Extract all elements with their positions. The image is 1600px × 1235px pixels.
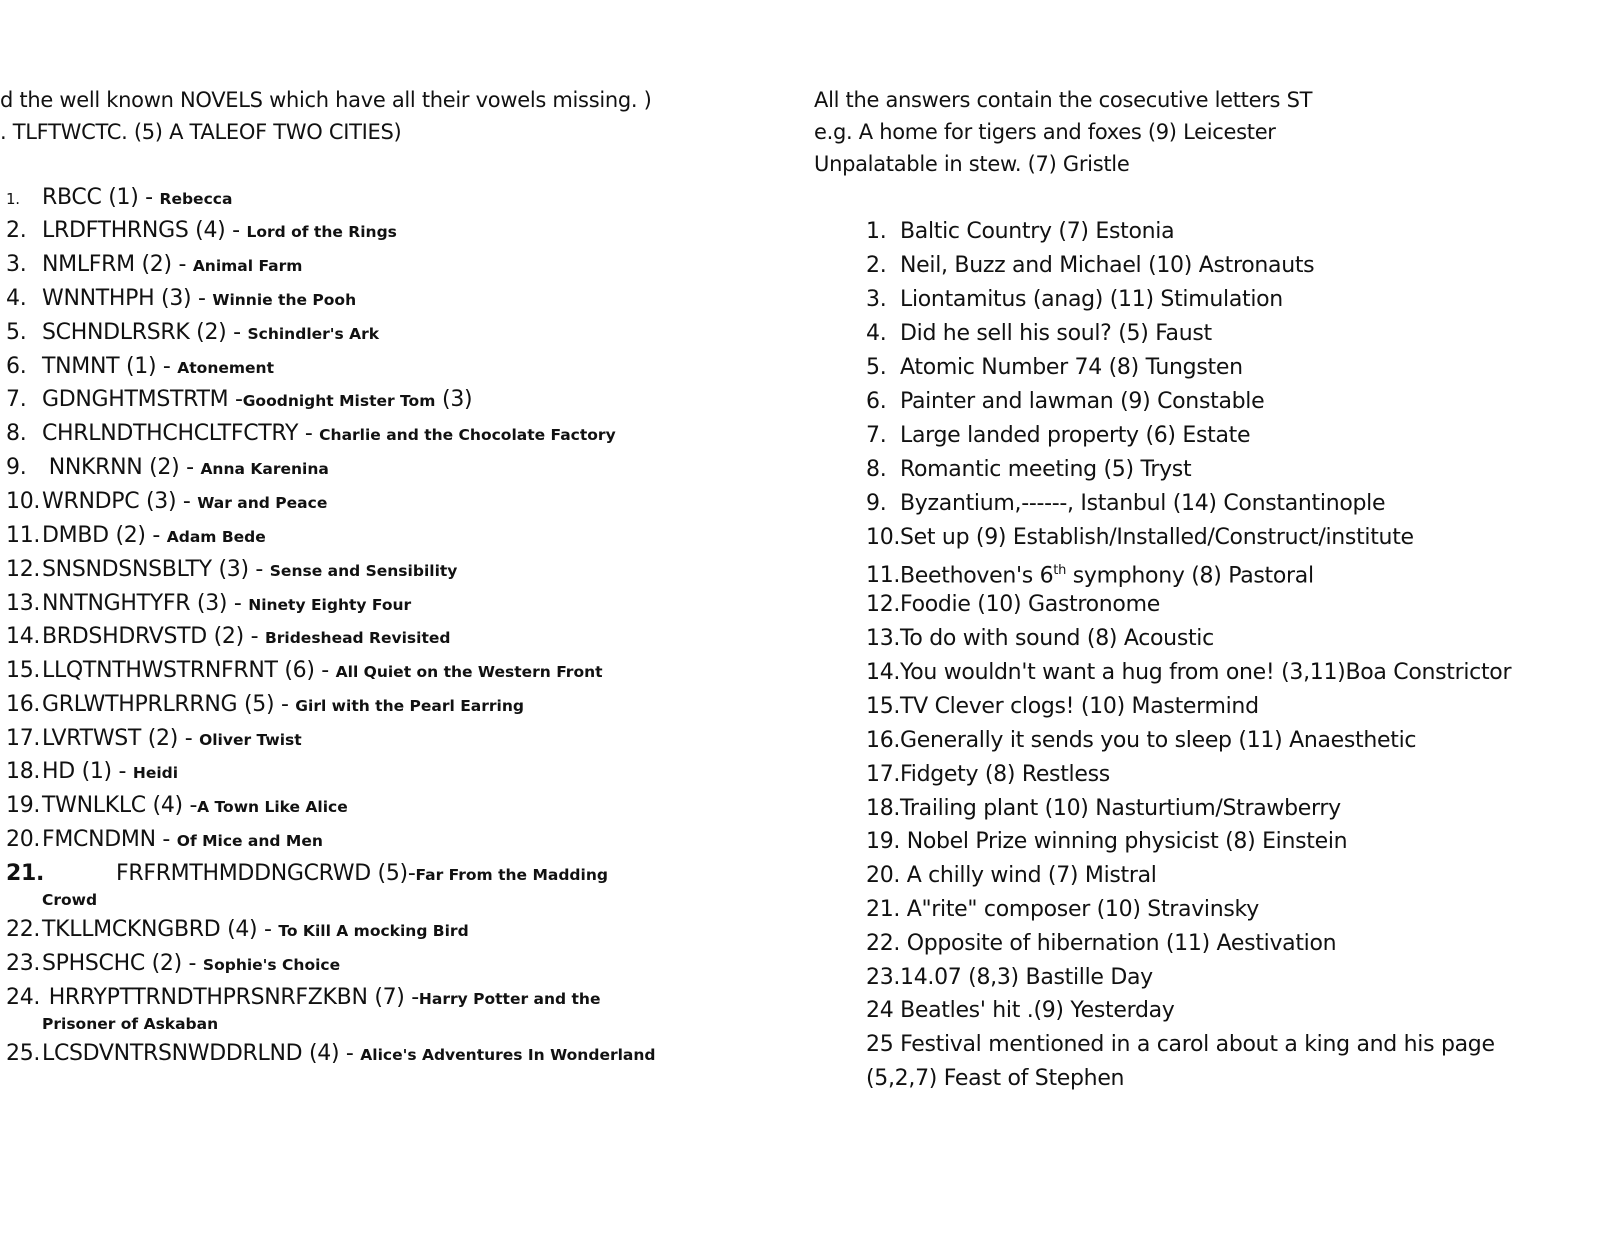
item-number: 12. (866, 592, 901, 617)
novel-clue: WRNDPC (3) - (42, 489, 191, 514)
item-number: 8. (866, 457, 887, 482)
st-clue-answer: TV Clever clogs! (10) Mastermind (900, 694, 1259, 719)
novel-item (6, 251, 302, 280)
st-item (866, 625, 1214, 653)
st-item (866, 659, 1511, 687)
novel-clue: BRDSHDRVSTD (2) - (42, 624, 259, 649)
item-number: 13. (866, 626, 901, 651)
novel-answer: Ninety Eighty Four (248, 596, 412, 614)
novel-clue: WNNTHPH (3) - (42, 286, 206, 311)
left-intro: d the well known NOVELS which have all their vowels missing. ) (0, 88, 652, 112)
st-item (866, 388, 1264, 416)
novel-item (6, 916, 469, 945)
st-clue-answer: Opposite of hibernation (11) Aestivation (900, 931, 1337, 956)
novel-answer: Alice's Adventures In Wonderland (360, 1046, 656, 1064)
novel-answer: Schindler's Ark (247, 325, 380, 343)
item-number: 21. (6, 861, 45, 886)
st-clue-answer: Liontamitus (anag) (11) Stimulation (900, 287, 1283, 312)
st-clue-answer: Trailing plant (10) Nasturtium/Strawberry (900, 796, 1341, 821)
novel-clue: LCSDVNTRSNWDDRLND (4) - (42, 1041, 354, 1066)
item-number: 11. (866, 563, 901, 589)
novel-item (6, 184, 232, 213)
novel-clue: LVRTWST (2) - (42, 726, 193, 751)
novel-item (6, 454, 329, 483)
item-number: 6. (6, 354, 27, 379)
item-number: 23. (6, 951, 41, 976)
novel-clue: GDNGHTMSTRTM - (42, 387, 243, 412)
novel-answer: Brideshead Revisited (264, 629, 451, 647)
st-item (866, 456, 1191, 484)
st-clue-answer: Beatles' hit .(9) Yesterday (893, 998, 1175, 1023)
right-intro: All the answers contain the cosecutive letters ST (814, 88, 1313, 112)
item-number: 18. (6, 759, 41, 784)
novel-letter-count: (3) (435, 387, 473, 412)
item-number: 17. (866, 762, 901, 787)
novel-clue: SPHSCHC (2) - (42, 951, 197, 976)
novel-answer: Girl with the Pearl Earring (295, 697, 524, 715)
st-clue-answer: (5,2,7) Feast of Stephen (866, 1066, 1125, 1091)
item-number: 13. (6, 591, 41, 616)
novel-answer: Heidi (132, 764, 179, 782)
item-number: 5. (6, 320, 27, 345)
st-item (866, 490, 1385, 518)
st-item (866, 557, 1314, 590)
st-item (866, 422, 1250, 450)
novel-answer: Harry Potter and the (418, 990, 601, 1008)
st-item (866, 997, 1175, 1025)
novel-item (6, 217, 397, 246)
st-item (866, 524, 1414, 552)
novel-answer: Oliver Twist (199, 731, 302, 749)
st-clue-answer: A"rite" composer (10) Stravinsky (900, 897, 1259, 922)
novel-item (6, 1040, 656, 1069)
novel-clue: RBCC (1) - (42, 185, 153, 210)
novel-item (6, 657, 603, 686)
item-number: 15. (866, 694, 901, 719)
item-number: 7. (866, 423, 887, 448)
novel-clue: CHRLNDTHCHCLTFCTRY - (42, 421, 313, 446)
novel-item (6, 623, 450, 652)
left-example: . TLFTWCTC. (5) A TALEOF TWO CITIES) (0, 120, 402, 144)
item-number: 4. (6, 286, 27, 311)
novel-answer-continued: Prisoner of Askaban (42, 1015, 219, 1033)
novel-answer: War and Peace (197, 494, 328, 512)
item-number: 2. (866, 253, 887, 278)
item-number: 24 (866, 998, 894, 1023)
novel-clue: LLQTNTHWSTRNFRNT (6) - (42, 658, 329, 683)
novel-clue: NMLFRM (2) - (42, 252, 187, 277)
novel-clue: HRRYPTTRNDTHPRSNRFZKBN (7) - (42, 985, 419, 1010)
novel-item (6, 725, 302, 754)
st-clue-answer: Neil, Buzz and Michael (10) Astronauts (900, 253, 1315, 278)
novel-answer: All Quiet on the Western Front (335, 663, 603, 681)
st-clue-answer: Nobel Prize winning physicist (8) Einstein (900, 829, 1348, 854)
novel-answer: Goodnight Mister Tom (242, 392, 436, 410)
novel-clue: NNKRNN (2) - (42, 455, 194, 480)
novel-item (6, 860, 608, 889)
novel-clue: SNSNDSNSBLTY (3) - (42, 557, 264, 582)
item-number: 8. (6, 421, 27, 446)
item-number: 19. (6, 793, 41, 818)
novel-item (6, 285, 356, 314)
st-clue-answer: symphony (8) Pastoral (1066, 563, 1314, 589)
novel-answer: Of Mice and Men (176, 832, 323, 850)
right-example-2: Unpalatable in stew. (7) Gristle (814, 152, 1130, 176)
item-number: 3. (866, 287, 887, 312)
item-number: 2. (6, 218, 27, 243)
item-number: 20. (6, 827, 41, 852)
st-clue-answer: Baltic Country (7) Estonia (900, 219, 1175, 244)
item-number: 1. (6, 190, 20, 208)
item-number: 25. (6, 1041, 41, 1066)
st-clue-answer: Romantic meeting (5) Tryst (900, 457, 1192, 482)
item-number: 25 (866, 1032, 894, 1057)
novel-item (6, 556, 457, 585)
st-item (866, 320, 1212, 348)
item-number: 20. (866, 863, 901, 888)
item-number: 1. (866, 219, 887, 244)
novel-answer: To Kill A mocking Bird (278, 922, 469, 940)
novel-item (6, 984, 600, 1013)
st-item (866, 828, 1347, 856)
novel-clue: TWNLKLC (4) - (42, 793, 198, 818)
st-clue-answer: Festival mentioned in a carol about a king and his page (893, 1032, 1495, 1057)
st-item (866, 761, 1110, 789)
novel-clue: HD (1) - (42, 759, 127, 784)
item-number: 9. (866, 491, 887, 516)
item-number: 15. (6, 658, 41, 683)
item-number: 11. (6, 523, 41, 548)
st-clue-answer: Fidgety (8) Restless (900, 762, 1110, 787)
novel-clue: DMBD (2) - (42, 523, 161, 548)
item-number: 6. (866, 389, 887, 414)
novel-item (6, 950, 340, 979)
novel-item (6, 522, 266, 551)
novel-item (6, 792, 348, 821)
st-clue-answer: Foodie (10) Gastronome (900, 592, 1160, 617)
st-item (866, 896, 1259, 924)
novel-item (6, 386, 472, 415)
st-clue-answer: 14.07 (8,3) Bastille Day (900, 965, 1153, 990)
st-clue-answer: Byzantium,------, Istanbul (14) Constantinople (900, 491, 1386, 516)
novel-item (6, 319, 379, 348)
st-item (866, 930, 1336, 958)
st-item (866, 693, 1259, 721)
novel-item (6, 590, 411, 619)
item-number: 12. (6, 557, 41, 582)
st-item (866, 964, 1153, 992)
item-number: 19. (866, 829, 901, 854)
st-clue-answer: A chilly wind (7) Mistral (900, 863, 1157, 888)
novel-answer: Charlie and the Chocolate Factory (319, 426, 616, 444)
ordinal-suffix: th (1053, 563, 1067, 578)
item-number: 4. (866, 321, 887, 346)
right-example-1: e.g. A home for tigers and foxes (9) Leicester (814, 120, 1276, 144)
st-item (866, 354, 1243, 382)
novel-answer: Anna Karenina (200, 460, 329, 478)
novel-clue: TKLLMCKNGBRD (4) - (42, 917, 272, 942)
novel-answer: Adam Bede (166, 528, 266, 546)
novel-item (6, 420, 616, 449)
item-number: 10. (6, 489, 41, 514)
novel-answer: Winnie the Pooh (212, 291, 357, 309)
novel-clue: GRLWTHPRLRRNG (5) - (42, 692, 289, 717)
st-clue-answer: You wouldn't want a hug from one! (3,11)Boa Constrictor (900, 660, 1512, 685)
item-number: 14. (866, 660, 901, 685)
st-clue-answer: Set up (9) Establish/Installed/Construct/institute (900, 525, 1414, 550)
item-number: 16. (6, 692, 41, 717)
item-number: 10. (866, 525, 901, 550)
novel-item (6, 826, 323, 855)
novel-answer: A Town Like Alice (197, 798, 348, 816)
novel-clue: LRDFTHRNGS (4) - (42, 218, 240, 243)
novel-item (6, 353, 274, 382)
item-number: 14. (6, 624, 41, 649)
st-clue-answer: Large landed property (6) Estate (900, 423, 1251, 448)
novel-answer: Sense and Sensibility (269, 562, 458, 580)
st-clue-answer: Did he sell his soul? (5) Faust (900, 321, 1212, 346)
st-item (866, 252, 1314, 280)
item-number: 16. (866, 728, 901, 753)
novel-item (6, 691, 524, 720)
novel-answer: Lord of the Rings (246, 223, 397, 241)
item-number: 21. (866, 897, 901, 922)
item-number: 24. (6, 985, 41, 1010)
novel-clue: FMCNDMN - (42, 827, 171, 852)
st-clue-answer: Generally it sends you to sleep (11) Anaesthetic (900, 728, 1417, 753)
item-number: 9. (6, 455, 27, 480)
novel-answer: Atonement (177, 359, 274, 377)
item-number: 23. (866, 965, 901, 990)
st-item (866, 795, 1341, 823)
item-number: 3. (6, 252, 27, 277)
item-number: 17. (6, 726, 41, 751)
item-number: 18. (866, 796, 901, 821)
item-number: 22. (6, 917, 41, 942)
novel-answer: Sophie's Choice (202, 956, 341, 974)
item-number: 7. (6, 387, 27, 412)
st-item (866, 591, 1160, 619)
st-clue-answer: Painter and lawman (9) Constable (900, 389, 1265, 414)
st-item (866, 286, 1283, 314)
st-clue-answer: To do with sound (8) Acoustic (900, 626, 1214, 651)
novel-answer: Far From the Madding (415, 866, 608, 884)
item-number: 22. (866, 931, 901, 956)
st-clue-text: Beethoven's 6 (900, 563, 1054, 589)
novel-answer-continued: Crowd (42, 891, 98, 909)
novel-clue: NNTNGHTYFR (3) - (42, 591, 242, 616)
item-number: 5. (866, 355, 887, 380)
novel-answer: Rebecca (159, 190, 233, 208)
st-item (866, 218, 1174, 246)
st-item (866, 1031, 1495, 1059)
novel-item (6, 488, 327, 517)
novel-clue: TNMNT (1) - (42, 354, 171, 379)
st-item-continued (866, 1065, 1124, 1093)
st-item (866, 727, 1416, 755)
novel-clue: SCHNDLRSRK (2) - (42, 320, 241, 345)
st-clue-answer: Atomic Number 74 (8) Tungsten (900, 355, 1243, 380)
novel-item (6, 758, 178, 787)
st-item (866, 862, 1157, 890)
novel-answer: Animal Farm (192, 257, 303, 275)
novel-clue: FRFRMTHMDDNGCRWD (5)- (116, 861, 416, 886)
